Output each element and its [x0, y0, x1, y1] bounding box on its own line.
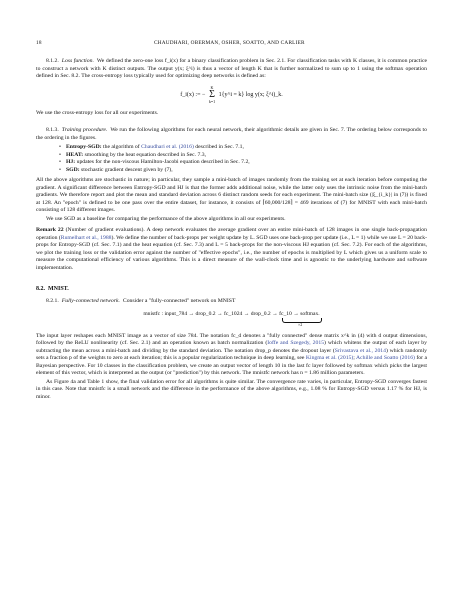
run-in-heading: Fully-connected network.	[61, 298, 120, 304]
citation-link[interactable]: Chaudhari et al. (2016)	[141, 144, 194, 150]
remark-label: Remark 22	[36, 227, 64, 233]
citation-link[interactable]: Ioffe and Szegedy, 2015	[267, 340, 325, 346]
sigma-symbol: Σ	[209, 88, 215, 100]
page-header	[36, 40, 427, 46]
citation-link[interactable]: Srivastava et al., 2014	[334, 347, 386, 354]
algorithm-name: SGD:	[66, 166, 80, 173]
algorithm-name: HEAT:	[66, 151, 84, 158]
page-number: 18	[36, 40, 42, 46]
results-paragraph: As Figure 4a and Table 1 show, the final validation error for all algorithms is quite similar. The convergence rate varies, in particular, Entropy-SGD converges fastest in this case. Note that mnistfc is a small network and the difference in the performance of the above algorithms, e.g., 1.08 % for Entropy-SGD versus 1.17 % for HJ, is minor.	[36, 378, 427, 400]
run-in-heading: Loss function.	[61, 58, 94, 64]
sum-lower-limit: k=1	[208, 98, 216, 104]
paragraph-text: We run the following algorithms for each neural network, their algorithmic details are given in Sec. 7. The ordering below corresponds to the ordering in the figures.	[36, 127, 427, 141]
equation-lhs: f_i(x) := −	[180, 91, 206, 98]
section-number: 8.1.2.	[46, 58, 59, 64]
repeat-count: ×2	[298, 321, 303, 327]
algorithm-list	[36, 144, 427, 174]
sum-upper-limit: K	[210, 84, 214, 90]
run-in-heading: Training procedure.	[61, 127, 108, 133]
fully-connected-intro: 8.2.1. Fully-connected network. Consider a "fully-connected" network on MNIST	[46, 298, 236, 304]
running-title: CHAUDHARI, OBERMAN, OSHER, SOATTO, AND CARLIER	[153, 40, 305, 46]
citation-link[interactable]: Rumelhart et al., 1988	[60, 234, 112, 241]
architecture-formula: mnistfc : input_784 → drop_0.2 → fc_1024 → drop_0.2 → fc_10 → softmax.	[143, 310, 320, 317]
algorithm-name: Entropy-SGD:	[66, 144, 102, 150]
list-item: • HJ: updates for the non-viscous Hamilton-Jacobi equation described in Sec. 7.2,	[66, 159, 427, 167]
equation-rhs: 1{y^i = k} log y(x; ξ^i)_k.	[218, 91, 283, 98]
algorithm-name: HJ:	[66, 159, 76, 165]
citation-link[interactable]: Achille and Soatto (2016)	[356, 355, 415, 361]
section-number: 8.1.3.	[46, 127, 59, 133]
section-number: 8.2.1.	[46, 298, 59, 304]
section-heading-mnist: 8.2. MNIST.	[36, 286, 69, 292]
training-procedure-paragraph	[36, 127, 427, 142]
network-description-paragraph: The input layer reshapes each MNIST image as a vector of size 784. The notation fc_d denotes a "fully connected" dense matrix x^k in (4) with d output dimensions, followed by the ReLU nonlinearity (cf. Sec. 2.1) and an operation known as batch normalization (Ioffe and Szegedy, 2015) which whitens the output of each layer by subtracting the mean across a mini-batch and dividing by the standard deviation. The notation drop_p denotes the dropout layer (Srivastava et al., 2014) which randomly sets a fraction p of the weights to zero at each iteration; this is a popular regularization technique in deep learning, see Kingma et al. (2015); Achille and Soatto (2016) for a Bayesian perspective. For 10 classes in the classification problem, we create an output vector of length 10 in the last fc layer followed by softmax which picks the largest element of this vector, which is interpreted as the output (or "prediction") by this network. The mnistfc network has n = 1.86 million parameters.	[36, 332, 428, 376]
list-item: • SGD: stochastic gradient descent given by (7),	[66, 167, 427, 175]
cross-entropy-note: We use the cross-entropy loss for all our experiments.	[36, 109, 159, 116]
citation-link[interactable]: Kingma et al. (2015)	[305, 355, 354, 361]
list-item: • HEAT: smoothing by the heat equation described in Sec. 7.3,	[66, 152, 427, 160]
loss-function-paragraph	[36, 58, 427, 81]
baseline-paragraph: We use SGD as a baseline for comparing the performance of the above algorithms in all our experiments.	[46, 215, 286, 222]
summation-sign	[209, 86, 215, 104]
remark-22: Remark 22 (Number of gradient evaluations). A deep network evaluates the average gradient over an entire mini-batch of 128 images in one single back-propagation operation (Rumelhart et al., 1988). We define the number of back-props per weight update by L. SGD uses one back-prop per update (i.e., L = 1) while we use L = 20 back-props for Entropy-SGD (cf. Sec. 7.1) and the heat equation (cf. Sec. 7.3) and L = 5 back-props for the non-viscous HJ equation (cf. Sec. 7.2). For each of the algorithms, we plot the training loss or the validation error against the number of "effective epochs", i.e., the number of epochs is multiplied by L which gives us a uniform scale to measure the computational efficiency of various algorithms. This is a direct measure of the wall-clock time and is agnostic to the underlying hardware and software implementation.	[36, 227, 427, 271]
mnistfc-architecture	[36, 311, 427, 327]
stochastic-paragraph: All the above algorithms are stochastic in nature; in particular, they sample a mini-batch of images randomly from the training set at each iteration before computing the gradient. A significant difference between Entropy-SGD and HJ is that the former adds additional noise, while the latter only uses the intrinsic noise from the mini-batch gradients. We therefore report and plot the mean and standard deviation across 6 distinct random seeds for each experiment. The mini-batch size (|ξ_{i_k}| in (7)) is fixed at 128. An "epoch" is defined to be one pass over the entire dataset, for instance, it consists of ⌈60,000/128⌉ = 469 iterations of (7) for MNIST with each mini-batch consisting of 128 different images.	[36, 177, 427, 213]
paragraph-text: We defined the zero-one loss f_i(x) for a binary classification problem in Sec. 2.1. For classification tasks with K classes, it is common practice to construct a network with K distinct outputs. The output y(x; ξ^i) is thus a vector of length K that is further normalized to sum up to 1 using the softmax operation defined in Sec. 8.2. The cross-entropy loss typically used for optimizing deep networks is defined as:	[36, 58, 428, 79]
list-item: • Entropy-SGD: the algorithm of Chaudhari et al. (2016) described in Sec. 7.1,	[66, 144, 427, 152]
cross-entropy-equation	[36, 86, 427, 104]
